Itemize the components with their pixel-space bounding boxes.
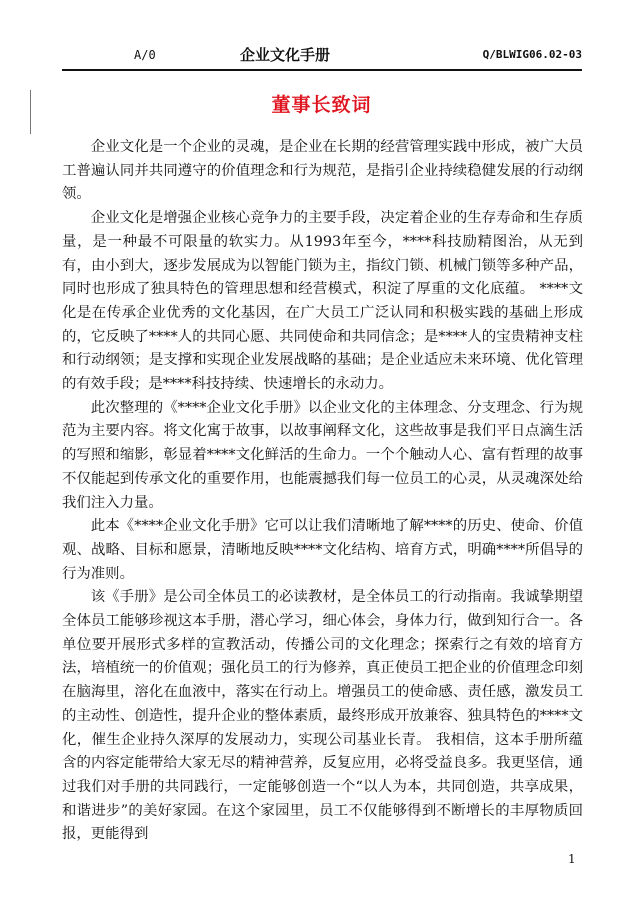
body-text (62, 136, 583, 847)
page-number: 1 (568, 852, 576, 866)
paragraph: 此次整理的《****企业文化手册》以企业文化的主体理念、分支理念、行为规范为主要内容。将文化寓于故事，以故事阐释文化，这些故事是我们平日点滴生活的写照和缩影，彰显着****文化鲜活的生命力。一个个触动人心、富有哲理的故事不仅能起到传承文化的重要作用，也能震撼我们每一位员工的心灵，从灵魂深处给我们注入力量。 (62, 399, 583, 511)
page-title: 董事长致词 (271, 94, 372, 116)
page-header (62, 42, 582, 68)
header-version: A/0 (134, 48, 156, 62)
paragraph: 该《手册》是公司全体员工的必读教材，是全体员工的行动指南。我诚挚期望全体员工能够珍视这本手册，潜心学习，细心体会，身体力行，做到知行合一。各单位要开展形式多样的宣教活动，传播公司的文化理念；探索行之有效的培育方法，培植统一的价值观；强化员工的行为修养，真正使员工把企业的价值理念印刻在脑海里，溶化在血液中，落实在行动上。增强员工的使命感、责任感，激发员工的主动性、创造性，提升企业的整体素质，最终形成开放兼容、独具特色的****文化，催生企业持久深厚的发展动力，实现公司基业长青。 我相信，这本手册所蕴含的内容定能带给大家无尽的精神营养，反复应用，必将受益良多。我更坚信，通过我们对手册的共同践行，一定能够创造一个“以人为本，共同创造，共享成果，和谐进步”的美好家园。在这个家园里，员工不仅能够得到不断增长的丰厚物质回报，更能得到 (62, 589, 583, 843)
paragraph: 企业文化是增强企业核心竞争力的主要手段，决定着企业的生存寿命和生存质量，是一种最不可限量的软实力。从1993年至今，****科技励精图治，从无到有，由小到大，逐步发展成为以智能门锁为主，指纹门锁、机械门锁等多种产品，同时也形成了独具特色的管理思想和经营模式，积淀了厚重的文化底蕴。 ****文化是在传承企业优秀的文化基因，在广大员工广泛认同和积极实践的基础上形成的，它反映了****人的共同心愿、共同使命和共同信念；是****人的宝贵精神支柱和行动纲领；是支撑和实现企业发展战略的基础；是企业适应未来环境、优化管理的有效手段；是****科技持续、快速增长的永动力。 (62, 210, 583, 393)
paragraph: 企业文化是一个企业的灵魂，是企业在长期的经营管理实践中形成，被广大员工普遍认同并共同遵守的价值理念和行为规范，是指引企业持续稳健发展的行动纲领。 (62, 139, 583, 203)
header-doc-code: Q/BLWIG06.02-03 (482, 48, 582, 61)
header-title: 企业文化手册 (240, 46, 331, 64)
header-rule (62, 69, 582, 71)
paragraph: 此本《****企业文化手册》它可以让我们清晰地了解****的历史、使命、价值观、战略、目标和愿景，清晰地反映****文化结构、培育方式，明确****所倡导的行为准则。 (62, 518, 583, 582)
